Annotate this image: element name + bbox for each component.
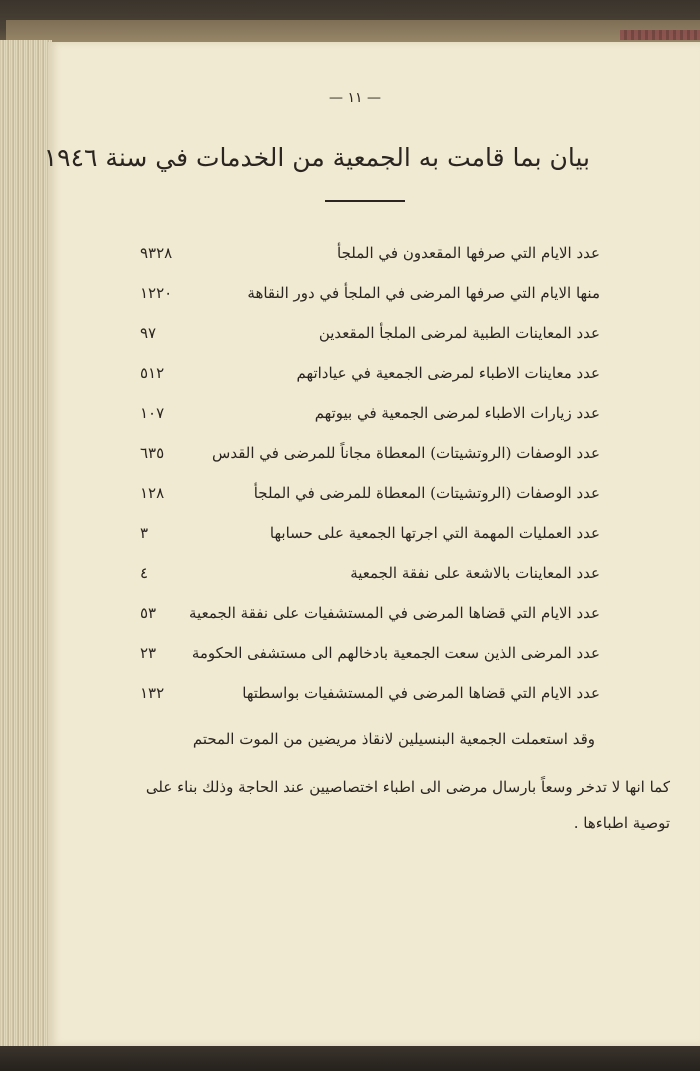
list-item	[140, 396, 600, 436]
statistics-list	[140, 236, 600, 716]
row-value: ٥١٢	[140, 364, 165, 382]
row-value: ٦٣٥	[140, 444, 165, 462]
list-item	[140, 436, 600, 476]
row-label: منها الايام التي صرفها المرضى في الملجأ في دور النقاهة	[247, 284, 600, 302]
row-label: عدد الايام التي صرفها المقعدون في الملجأ	[337, 244, 600, 262]
row-value: ١٢٢٠	[140, 284, 173, 302]
page-title: بيان بما قامت به الجمعية من الخدمات في سنة ١٩٤٦	[43, 143, 590, 172]
row-value: ٤	[140, 564, 149, 582]
row-value: ٢٣	[140, 644, 157, 662]
row-value: ٣	[140, 524, 149, 542]
page-edges-stack	[0, 40, 52, 1046]
list-item	[140, 636, 600, 676]
row-label: عدد الايام التي قضاها المرضى في المستشفيات بواسطتها	[242, 684, 600, 702]
row-value: ١٣٢	[140, 684, 165, 702]
row-value: ١٠٧	[140, 404, 165, 422]
list-item	[140, 676, 600, 716]
row-value: ٩٣٢٨	[140, 244, 173, 262]
row-value: ٥٣	[140, 604, 157, 622]
row-label: عدد المعاينات بالاشعة على نفقة الجمعية	[350, 564, 600, 582]
row-label: عدد الوصفات (الروتشيتات) المعطاة مجاناً للمرضى في القدس	[212, 444, 600, 462]
page-number: — ١١ —	[329, 90, 381, 106]
specialists-note-line-2: توصية اطباءها .	[573, 814, 670, 832]
specialists-note-line-1: كما انها لا تدخر وسعاً بارسال مرضى الى اطباء اختصاصيين عند الحاجة وذلك بناء على	[145, 778, 670, 796]
row-value: ٩٧	[140, 324, 157, 342]
ribbon-bookmark	[620, 30, 700, 40]
list-item	[140, 356, 600, 396]
list-item	[140, 556, 600, 596]
list-item	[140, 516, 600, 556]
row-label: عدد المرضى الذين سعت الجمعية بادخالهم الى مستشفى الحكومة	[191, 644, 600, 662]
title-underline-rule	[325, 200, 405, 202]
book-bottom-edge	[0, 1046, 700, 1071]
list-item	[140, 236, 600, 276]
row-value: ١٢٨	[140, 484, 165, 502]
list-item	[140, 596, 600, 636]
row-label: عدد المعاينات الطبية لمرضى الملجأ المقعدين	[318, 324, 600, 342]
row-label: عدد العمليات المهمة التي اجرتها الجمعية على حسابها	[269, 524, 600, 542]
list-item	[140, 276, 600, 316]
row-label: عدد زيارات الاطباء لمرضى الجمعية في بيوتهم	[314, 404, 600, 422]
row-label: عدد الايام التي قضاها المرضى في المستشفيات على نفقة الجمعية	[189, 604, 600, 622]
list-item	[140, 476, 600, 516]
penicillin-note: وقد استعملت الجمعية البنسيلين لانقاذ مريضين من الموت المحتم	[192, 730, 595, 748]
row-label: عدد معاينات الاطباء لمرضى الجمعية في عياداتهم	[296, 364, 600, 382]
row-label: عدد الوصفات (الروتشيتات) المعطاة للمرضى في الملجأ	[253, 484, 600, 502]
list-item	[140, 316, 600, 356]
